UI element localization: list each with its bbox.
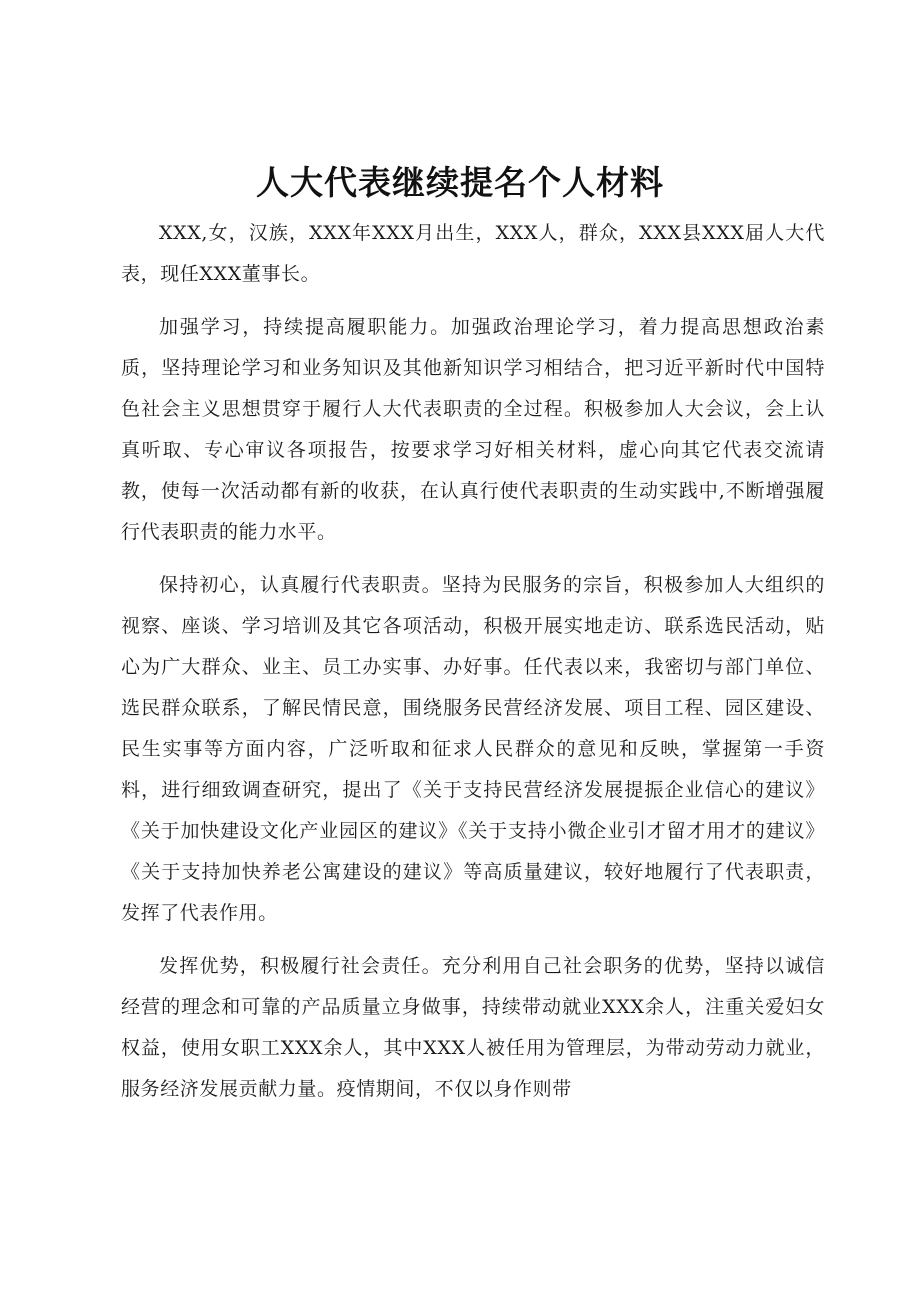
paragraph-responsibility: 发挥优势，积极履行社会责任。充分利用自己社会职务的优势，坚持以诚信经营的理念和可靠的产品质量立身做事，持续带动就业XXX余人，注重关爱妇女权益，使用女职工XXX余人，其中XXX人被任用为管理层，为带动劳动力就业，服务经济发展贡献力量。疫情期间，不仅以身作则带: [121, 955, 825, 1100]
document-title: 人大代表继续提名个人材料: [256, 163, 664, 202]
paragraph-study: 加强学习，持续提高履职能力。加强政治理论学习，着力提高思想政治素质，坚持理论学习和业务知识及其他新知识学习相结合，把习近平新时代中国特色社会主义思想贯穿于履行人大代表职责的全过程。积极参加人大会议，会上认真听取、专心审议各项报告，按要求学习好相关材料，虚心向其它代表交流请教，使每一次活动都有新的收获，在认真行使代表职责的生动实践中,不断增强履行代表职责的能力水平。: [121, 316, 825, 543]
paragraph-duty: 保持初心，认真履行代表职责。坚持为民服务的宗旨，积极参加人大组织的视察、座谈、学习培训及其它各项活动，积极开展实地走访、联系选民活动，贴心为广大群众、业主、员工办实事、办好事。任代表以来，我密切与部门单位、选民群众联系，了解民情民意，围绕服务民营经济发展、项目工程、园区建设、民生实事等方面内容，广泛听取和征求人民群众的意见和反映，掌握第一手资料，进行细致调查研究，提出了《关于支持民营经济发展提振企业信心的建议》《关于加快建设文化产业园区的建议》《关于支持小微企业引才留才用才的建议》《关于支持加快养老公寓建设的建议》等高质量建议，较好地履行了代表职责，发挥了代表作用。: [121, 574, 825, 924]
paragraph-intro: XXX,女，汉族，XXX年XXX月出生，XXX人，群众，XXX县XXX届人大代表，现任XXX董事长。: [121, 222, 825, 285]
document-body: [121, 213, 825, 1110]
